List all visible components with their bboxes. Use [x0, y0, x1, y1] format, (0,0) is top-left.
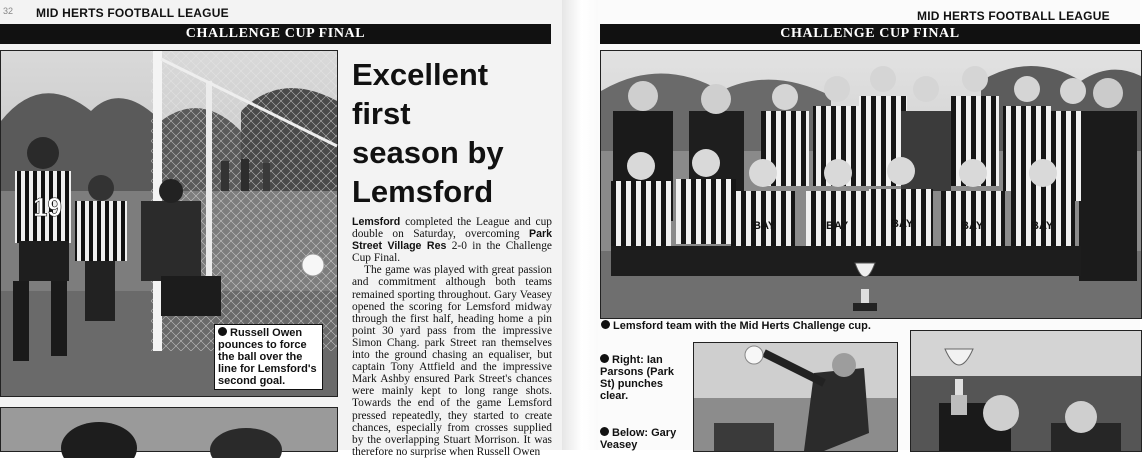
headline-line-3: season by — [352, 135, 504, 170]
shirt-number: 19 — [33, 192, 62, 222]
caption-below-ref — [600, 427, 688, 451]
shirt-sponsor-label: BAY — [891, 218, 914, 230]
section-title-left: CHALLENGE CUP FINAL — [185, 26, 366, 41]
shirt-sponsor-label: BAY — [1031, 220, 1054, 232]
article-paragraph-2: The game was played with great passion and commitment although both teams remained sporting throughout. Gary Veasey opened the scoring for Lemsford midway through the first half, heading home a pin point 30 yard pass from the impressive Simon Chang. park Street ran themselves into the ground chasing an equaliser, but captain Tony Attfield and the impressive Mark Ashby ensured Park Street's chances were mainly kept to long range shots. Towards the end of the game Lemsford pressed repeatedly, they started to create chances, especially from crosses supplied by the overlapping Stuart Morrison. It was therefore no surprise when Russell Owen — [352, 264, 552, 458]
page-number: 32 — [3, 6, 14, 16]
shirt-sponsor-label: BAY — [961, 220, 984, 232]
goalkeeper-photo — [693, 342, 898, 452]
section-bar-left — [0, 24, 551, 44]
article-text: completed the League and cup double on Saturday, overcoming — [352, 216, 552, 241]
photo-caption-text: Russell Owen pounces to force the ball over the line for Lemsford's second goal. — [218, 327, 317, 387]
league-header-right: MID HERTS FOOTBALL LEAGUE — [917, 9, 1110, 23]
article-text: 2-0 in the Challenge Cup Final. — [352, 240, 552, 265]
caption-below-text: Below: Gary Veasey — [600, 427, 677, 451]
caption-bullet-icon — [218, 327, 227, 336]
caption-bullet-icon — [600, 427, 609, 436]
shirt-sponsor-label: BAY — [753, 220, 776, 232]
article-paragraph-1 — [352, 216, 552, 264]
caption-right-ref — [600, 354, 688, 402]
portrait-photo-left — [0, 407, 338, 452]
section-title-right: CHALLENGE CUP FINAL — [780, 26, 960, 41]
team-name-park-street: Park Street Village Res — [352, 228, 552, 253]
caption-bullet-icon — [600, 354, 609, 363]
page-gutter — [562, 0, 598, 450]
team-photo-caption-text: Lemsford team with the Mid Herts Challenge cup. — [613, 320, 871, 332]
trophy-lift-photo — [910, 330, 1142, 452]
trophy-lift-photo-graphic — [911, 331, 1141, 451]
article-body — [352, 216, 552, 458]
team-photo — [600, 50, 1142, 319]
photo-caption-left — [214, 324, 323, 390]
goalkeeper-photo-graphic — [694, 343, 897, 451]
portrait-photo-graphic — [1, 408, 337, 451]
headline-line-1: Excellent — [352, 57, 489, 92]
headline-line-2: first — [352, 96, 411, 131]
section-bar-right — [600, 24, 1140, 44]
shirt-sponsor-label: BAY — [826, 220, 849, 232]
team-name-lemsford: Lemsford — [352, 216, 401, 228]
headline — [352, 55, 557, 211]
team-photo-graphic — [601, 51, 1141, 318]
headline-line-4: Lemsford — [352, 174, 494, 209]
caption-right-text: Right: Ian Parsons (Park St) punches clear. — [600, 354, 674, 402]
caption-bullet-icon — [601, 320, 610, 329]
league-header-left: MID HERTS FOOTBALL LEAGUE — [36, 6, 229, 20]
